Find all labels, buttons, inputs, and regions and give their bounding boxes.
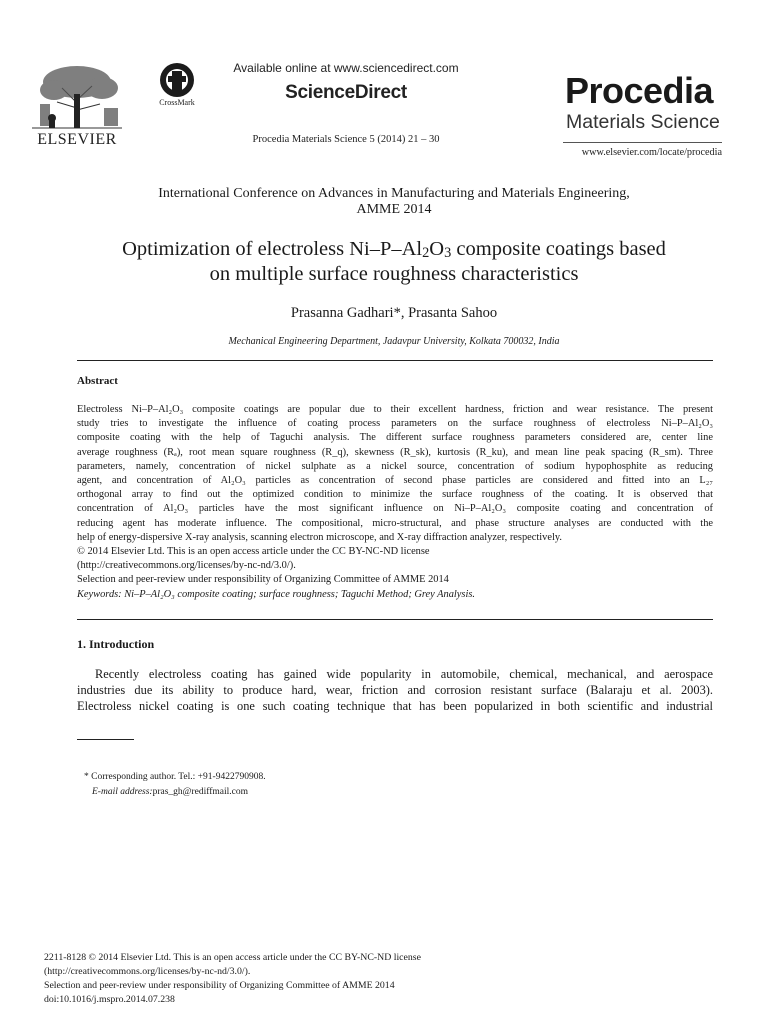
crossmark-icon <box>151 62 203 100</box>
abstract-line: parameters, namely, concentration of nickel sulphate as a nickel source, concentration of sodium hypophosphite as reducing <box>77 460 713 472</box>
intro-line: Recently electroless coating has gained wide popularity in automobile, chemical, mechanical, and aerospace <box>95 667 713 681</box>
intro-line: Electroless nickel coating is one such coating technique that has been popularized in both scientific and industrial <box>77 699 713 713</box>
email-line <box>84 785 266 800</box>
email-label: E-mail address: <box>92 786 153 797</box>
journal-name: Procedia <box>565 70 714 111</box>
abstract-line: average roughness (Rₐ), root mean square roughness (R_q), skewness (R_sk), kurtosis (R_ku), and mean line peak spacing (R_sm). Three <box>77 446 713 458</box>
conference-line-2: AMME 2014 <box>356 202 432 217</box>
title-text-b: O <box>429 238 445 260</box>
rule-bottom <box>77 619 713 620</box>
footer-issn: 2211-8128 © 2014 Elsevier Ltd. This is an open access article under the CC BY-NC-ND license <box>44 952 421 963</box>
conference-line-1: International Conference on Advances in Manufacturing and Materials Engineering, <box>158 186 630 201</box>
title-sub-3: 3 <box>444 245 452 261</box>
keywords: Keywords: Ni–P–Al₂O₃ composite coating; surface roughness; Taguchi Method; Grey Analysis. <box>77 588 475 600</box>
abstract-line: study tries to investigate the influence of coating process parameters on the surface roughness of electroless Ni–P–Al₂O₃ <box>77 418 713 430</box>
abstract-line: orthogonal array to find out the optimized condition to minimize the surface roughness of the coating. It is observed that <box>77 489 713 501</box>
abstract-body <box>77 403 713 602</box>
journal-subtitle: Materials Science <box>566 111 720 133</box>
section-heading: 1. Introduction <box>77 637 155 651</box>
abstract-line: help of energy-dispersive X-ray analysis, scanning electron microscope, and X-ray diffraction analyzer, respectively. <box>77 531 562 543</box>
abstract-heading: Abstract <box>77 375 118 387</box>
crossmark-badge[interactable] <box>151 62 203 110</box>
license-link[interactable]: (http://creativecommons.org/licenses/by-nc-nd/3.0/). <box>77 560 296 572</box>
peer-review-note: Selection and peer-review under responsibility of Organizing Committee of AMME 2014 <box>77 574 449 586</box>
abstract-line: composite coating with the help of Taguchi analysis. The different surface roughness parameters considered are, center line <box>77 432 713 444</box>
footer-doi[interactable]: doi:10.1016/j.mspro.2014.07.238 <box>44 994 175 1005</box>
page-footer <box>44 951 421 1007</box>
crossmark-label: CrossMark <box>159 98 195 107</box>
header-rule <box>563 142 722 143</box>
elsevier-logo <box>22 58 132 148</box>
sciencedirect-logo[interactable]: ScienceDirect <box>285 82 407 103</box>
journal-citation: Procedia Materials Science 5 (2014) 21 – 30 <box>252 134 440 145</box>
intro-line: industries due its ability to produce hard, wear, friction and corrosion resistant surface (Balaraju et al. 2003). <box>77 683 713 697</box>
affiliation: Mechanical Engineering Department, Jadavpur University, Kolkata 700032, India <box>228 336 560 347</box>
title-line-1 <box>40 237 748 262</box>
abstract-line: concentration of Al₂O₃ particles have the most significant influence on Ni–P–Al₂O₃ composite coating and concentration of <box>77 503 713 515</box>
title-text-a: Optimization of electroless Ni–P–Al <box>122 238 423 260</box>
abstract-line: Electroless Ni–P–Al₂O₃ composite coatings are popular due to their excellent hardness, friction and wear resistance. The present <box>77 404 713 415</box>
authors: Prasanna Gadhari*, Prasanta Sahoo <box>290 305 498 321</box>
abstract-line: agent, and concentration of Al₂O₃ particles as concentration of second phase particles are considered and fitted into an L₂₇ <box>77 475 713 487</box>
conference-name <box>60 186 728 218</box>
footnote-rule <box>77 739 134 740</box>
footer-peer-review: Selection and peer-review under responsibility of Organizing Committee of AMME 2014 <box>44 980 395 991</box>
rule-top <box>77 360 713 361</box>
footnote <box>84 770 266 799</box>
publisher-name: ELSEVIER <box>37 131 117 148</box>
email-address[interactable]: pras_gh@rediffmail.com <box>152 786 248 797</box>
copyright-notice: © 2014 Elsevier Ltd. This is an open access article under the CC BY-NC-ND license <box>77 546 430 558</box>
corresponding-author: * Corresponding author. Tel.: +91-9422790908. <box>84 772 266 782</box>
title-text-c: composite coatings based <box>451 238 666 260</box>
abstract-line: reducing agent has moderate influence. The compositional, micro-structural, and phase structure analyses are conducted with the <box>77 517 713 529</box>
intro-body <box>77 666 713 714</box>
available-online: Available online at www.sciencedirect.com <box>233 61 459 75</box>
journal-url[interactable]: www.elsevier.com/locate/procedia <box>581 147 722 158</box>
elsevier-tree-icon <box>22 58 132 130</box>
footer-license-link[interactable]: (http://creativecommons.org/licenses/by-nc-nd/3.0/). <box>44 966 251 977</box>
paper-title <box>40 237 748 287</box>
title-sub-2: 2 <box>422 245 430 261</box>
title-line-2: on multiple surface roughness characteristics <box>209 263 579 285</box>
